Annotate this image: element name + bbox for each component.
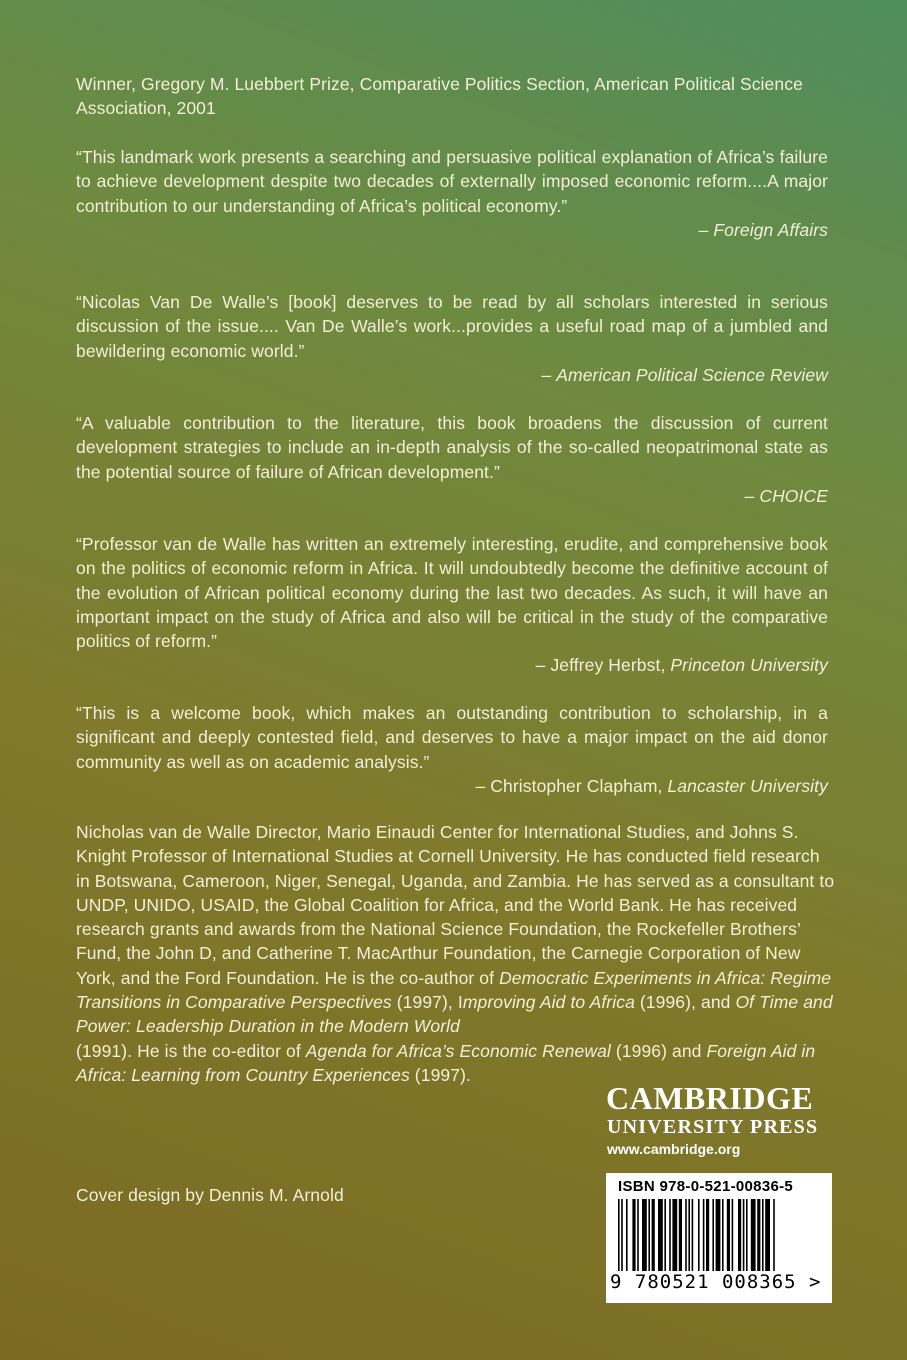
barcode-bar [672, 1199, 677, 1271]
cover-credit: Cover design by Dennis M. Arnold [76, 1185, 344, 1205]
publisher-subtitle: UNIVERSITY PRESS [607, 1116, 819, 1138]
barcode-bar [738, 1199, 741, 1271]
barcode-bar [637, 1199, 639, 1271]
review-foreign-affairs [76, 145, 828, 242]
barcode-bar [626, 1199, 628, 1271]
barcode-bar [762, 1199, 764, 1271]
publisher-name: CAMBRIDGE [606, 1080, 814, 1116]
barcode-bar [727, 1199, 730, 1271]
review-text: “Nicolas Van De Walle’s [book] deserves to be read by all scholars interested in serious discussion of the issue.... Van De Walle’s work...provides a useful road map of a jumbled and bewildering economic world.” [76, 292, 828, 361]
barcode-bar [716, 1199, 721, 1271]
barcode-bar [751, 1199, 756, 1271]
author-bio: Nicholas van de Walle Director, Mario Einaudi Center for International Studies, and Johns S. Knight Professor of International Studies at Cornell University. He has conducted field research in Botswana, Cameroon, Niger, Senegal, Uganda, and Zambia. He has served as a consultant to UNDP, UNIDO, USAID, the Global Coalition for Africa, and the World Bank. He has received research grants and awards from the National Science Foundation, the Rockefeller Brothers’ Fund, the John D, and Catherine T. MacArthur Foundation, the Carnegie Corporation of New York, and the Ford Foundation. He is the co-author of Democratic Experiments in Africa: Regime Transitions in Comparative Perspectives (1997), Improving Aid to Africa (1996), and Of Time and Power: Leadership Duration in the Modern World (1991). He is the co-editor of Agenda for Africa’s Economic Renewal (1996) and Foreign Aid in Africa: Learning from Country Experiences (1997). [76, 822, 835, 1085]
review-attribution: – Foreign Affairs [698, 219, 828, 240]
barcode-bar [757, 1199, 760, 1271]
barcode-bar [642, 1199, 647, 1271]
barcode-bar [746, 1199, 748, 1271]
barcode-bar [743, 1199, 745, 1271]
barcode-bar [732, 1199, 734, 1271]
review-attribution: – CHOICE [744, 485, 828, 506]
barcode-bar [648, 1199, 650, 1271]
barcode-bar [685, 1199, 687, 1271]
prize-note: Winner, Gregory M. Luebbert Prize, Comparative Politics Section, American Political Science Association, 2001 [76, 74, 803, 119]
barcode-bar [698, 1199, 700, 1271]
review-text: “A valuable contribution to the literature, this book broadens the discussion of current development strategies to include an in-depth analysis of the so-called neopatrimonal state as the potential source of failure of African development.” [76, 413, 828, 482]
barcode-bar [688, 1199, 690, 1271]
review-clapham [76, 701, 828, 798]
barcode-bar [664, 1199, 666, 1271]
barcode-bar [621, 1199, 623, 1271]
barcode-bar [679, 1199, 682, 1271]
isbn-label: ISBN 978-0-521-00836-5 [618, 1178, 794, 1195]
barcode-bar [632, 1199, 635, 1271]
barcode-bar [658, 1199, 663, 1271]
publisher-url: www.cambridge.org [607, 1141, 741, 1157]
barcode-bar [712, 1199, 714, 1271]
barcode-bars [616, 1199, 822, 1271]
review-text: “This landmark work presents a searching and persuasive political explanation of Africa’s failure to achieve development despite two decades of externally imposed economic reform....A major contribution to our understanding of Africa’s political economy.” [76, 147, 828, 216]
barcode-bar [669, 1199, 671, 1271]
review-attribution: – Christopher Clapham, Lancaster University [475, 775, 828, 796]
barcode-bar [692, 1199, 694, 1271]
barcode-digits: 9 780521 008365 > [610, 1271, 822, 1293]
review-attribution: – Jeffrey Herbst, Princeton University [535, 655, 828, 676]
review-choice [76, 411, 828, 508]
publisher-logo [606, 1080, 836, 1160]
barcode-bar [765, 1199, 770, 1271]
barcode-bar [703, 1199, 705, 1271]
review-text: “Professor van de Walle has written an extremely interesting, erudite, and comprehensive book on the politics of economic reform in Africa. It will undoubtedly become the definitive account of the evolution of African political economy during the last two decades. As such, it will have an important impact on the study of Africa and also will be critical in the study of the comparative politics of reform.” [76, 534, 828, 652]
barcode-bar [773, 1199, 775, 1271]
review-text: “This is a welcome book, which makes an outstanding contribution to scholarship, in a significant and deeply contested field, and deserves to have a major impact on the aid donor community as well as on academic analysis.” [76, 703, 828, 772]
review-attribution: – American Political Science Review [541, 364, 828, 385]
review-apsr [76, 290, 828, 387]
barcode-bar [722, 1199, 724, 1271]
barcode-bar [706, 1199, 709, 1271]
review-herbst [76, 532, 828, 678]
isbn-barcode [606, 1173, 832, 1303]
barcode-bar [652, 1199, 655, 1271]
barcode-bar [618, 1199, 620, 1271]
